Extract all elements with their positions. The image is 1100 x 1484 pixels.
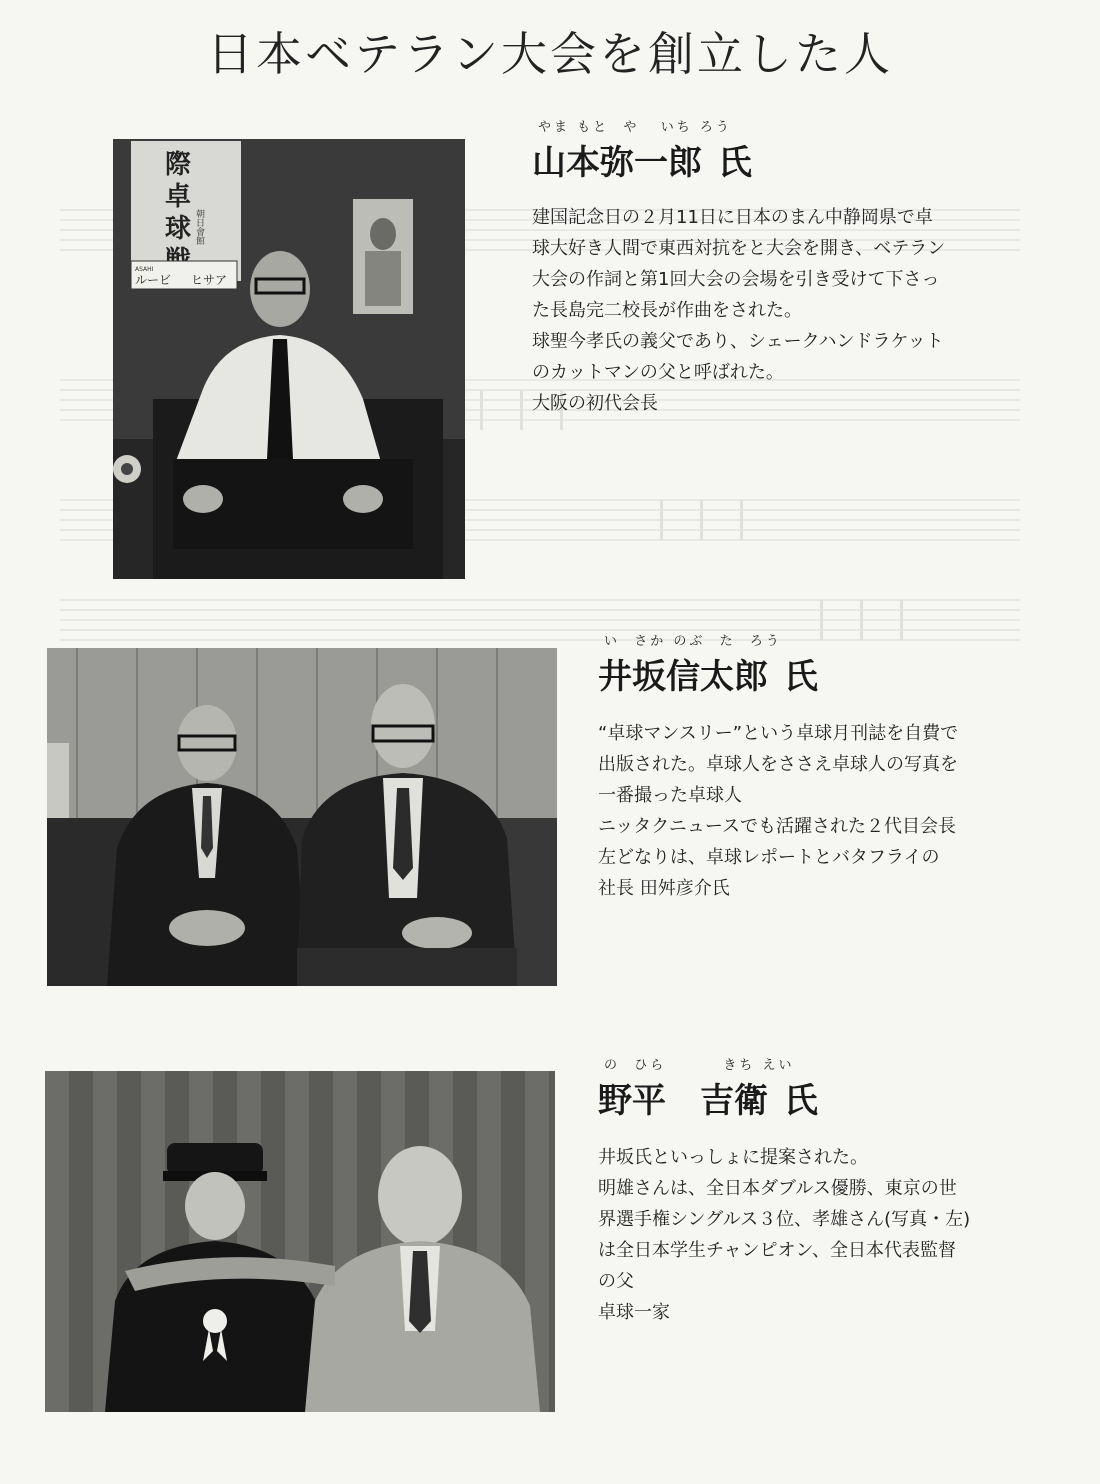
bio-line: 卓球一家 — [598, 1302, 670, 1323]
person-name — [532, 135, 945, 184]
honorific-suffix: 氏 — [783, 657, 818, 697]
poster-char-2: 球 — [165, 214, 192, 244]
poster-char-0: 際 — [165, 150, 192, 180]
bio-line: た長島完二校長が作曲をされた。 — [532, 300, 802, 321]
bio-line: 球大好き人間で東西対抗をと大会を開き、ベテラン — [532, 238, 946, 259]
person-name-text: 野平 吉衛 — [598, 1081, 768, 1121]
bio-line: 井坂氏といっしょに提案された。 — [598, 1147, 868, 1168]
name-reading: い さか のぶ た ろう — [604, 634, 782, 649]
sign-small-text: ASAHI — [135, 266, 154, 273]
honorific-suffix: 氏 — [783, 1081, 818, 1121]
bio-line: のカットマンの父と呼ばれた。 — [532, 362, 784, 383]
name-reading: の ひら きち えい — [604, 1058, 795, 1073]
poster-char-1: 卓 — [165, 182, 192, 212]
portrait-photo-yamamoto — [113, 139, 465, 579]
sign-right-text: ヒサア — [191, 273, 228, 287]
poster-top-text: 朝日會館 — [194, 209, 204, 245]
person-yamamoto — [532, 116, 945, 419]
person-bio — [532, 202, 945, 419]
person-name-text: 山本弥一郎 — [532, 143, 702, 183]
bio-line: 大会の作詞と第1回大会の会場を引き受けて下さっ — [532, 269, 940, 290]
bio-line: 一番撮った卓球人 — [598, 785, 742, 806]
bio-line: 左どなりは、卓球レポートとバタフライの — [598, 847, 940, 868]
bio-line: 出版された。卓球人をささえ卓球人の写真を — [598, 754, 958, 775]
page-title: 日本ベテラン大会を創立した人 — [207, 27, 893, 81]
person-bio — [598, 1142, 970, 1328]
bio-line: 建国記念日の２月11日に日本のまん中静岡県で卓 — [532, 207, 933, 228]
bio-line: 球聖今孝氏の義父であり、シェークハンドラケット — [532, 331, 944, 352]
name-reading: やま もと や いち ろう — [538, 120, 732, 135]
person-name-text: 井坂信太郎 — [598, 657, 768, 697]
bio-line: 界選手権シングルス３位、孝雄さん(写真・左) — [598, 1209, 971, 1230]
bio-line: ニッタクニュースでも活躍された２代目会長 — [598, 816, 957, 837]
sign-left-text: ルービ — [135, 273, 172, 287]
honorific-suffix: 氏 — [717, 143, 752, 183]
portrait-photo-nohira — [45, 1071, 555, 1412]
person-bio — [598, 718, 958, 904]
person-isaka — [598, 630, 958, 904]
bio-line: 大阪の初代会長 — [532, 393, 658, 414]
bio-line: “卓球マンスリー”という卓球月刊誌を自費で — [598, 723, 959, 744]
bio-line: は全日本学生チャンピオン、全日本代表監督 — [598, 1240, 957, 1261]
person-nohira — [598, 1054, 970, 1328]
portrait-photo-isaka — [47, 648, 557, 986]
person-name — [598, 649, 958, 698]
bio-line: 明雄さんは、全日本ダブルス優勝、東京の世 — [598, 1178, 957, 1199]
person-name — [598, 1073, 970, 1122]
bio-line: 社長 田舛彦介氏 — [598, 878, 730, 899]
bio-line: の父 — [598, 1271, 634, 1292]
